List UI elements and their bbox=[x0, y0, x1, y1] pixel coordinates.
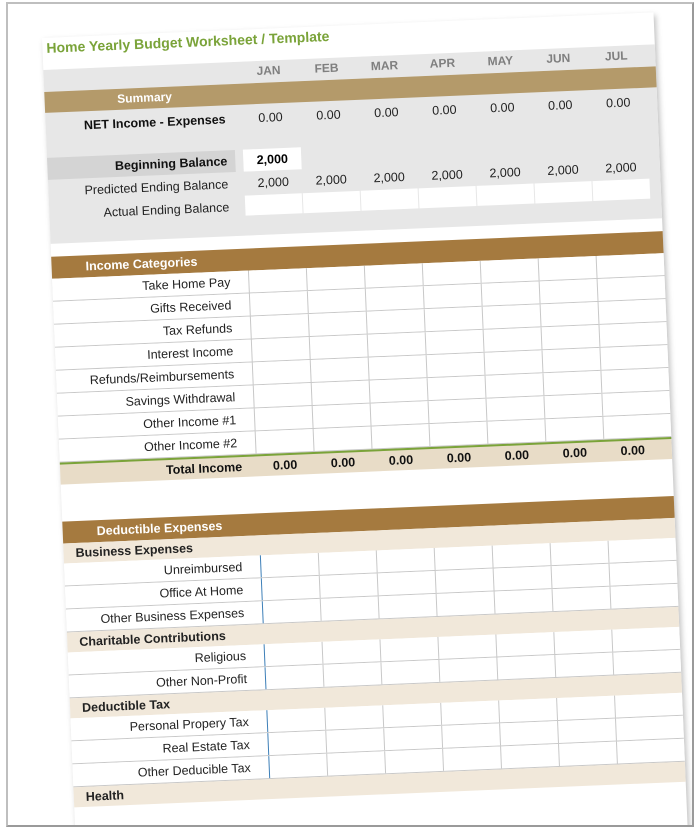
income-cell[interactable] bbox=[250, 291, 308, 315]
budget-worksheet bbox=[42, 12, 688, 827]
month-header-jan: JAN bbox=[256, 63, 281, 79]
deductible-cell[interactable] bbox=[613, 650, 671, 674]
income-cell[interactable] bbox=[307, 266, 365, 290]
income-cell[interactable] bbox=[427, 353, 485, 377]
income-cell[interactable] bbox=[253, 360, 311, 384]
deductible-cell[interactable] bbox=[437, 592, 495, 616]
deductible-cell[interactable] bbox=[327, 751, 385, 775]
income-cell[interactable] bbox=[368, 332, 426, 356]
deductible-cell[interactable] bbox=[377, 548, 435, 572]
income-cell[interactable] bbox=[602, 391, 660, 415]
deductible-cell[interactable] bbox=[384, 726, 442, 750]
deductible-cell[interactable] bbox=[268, 731, 326, 755]
deductible-cell[interactable] bbox=[500, 721, 558, 745]
net-income-value: 0.00 bbox=[258, 109, 283, 126]
deductible-cell[interactable] bbox=[552, 564, 610, 588]
income-cell[interactable] bbox=[430, 422, 488, 446]
income-cell[interactable] bbox=[539, 256, 597, 280]
income-cell[interactable] bbox=[540, 279, 598, 303]
income-cell[interactable] bbox=[481, 258, 539, 282]
income-cell[interactable] bbox=[423, 261, 481, 285]
income-row-label: Take Home Pay bbox=[141, 275, 231, 294]
actual-balance-cell[interactable] bbox=[419, 186, 477, 208]
deductible-group-label: Health bbox=[85, 788, 125, 804]
predicted-balance-value: 2,000 bbox=[489, 165, 521, 181]
deductible-cell[interactable] bbox=[323, 662, 381, 686]
income-row-label: Interest Income bbox=[146, 344, 234, 362]
deductible-cell[interactable] bbox=[385, 749, 443, 773]
income-cell[interactable] bbox=[254, 383, 312, 407]
income-cell[interactable] bbox=[365, 263, 423, 287]
income-cell[interactable] bbox=[542, 325, 600, 349]
month-header-mar: MAR bbox=[370, 58, 399, 74]
income-cell[interactable] bbox=[313, 404, 371, 428]
predicted-balance-value: 2,000 bbox=[547, 162, 579, 178]
summary-section bbox=[44, 66, 662, 243]
actual-balance-cell[interactable] bbox=[303, 191, 361, 213]
total-income-value: 0.00 bbox=[330, 455, 356, 471]
income-cell[interactable] bbox=[484, 327, 542, 351]
month-header-feb: FEB bbox=[314, 60, 339, 76]
deductible-cell[interactable] bbox=[438, 635, 496, 659]
income-cell[interactable] bbox=[249, 268, 307, 292]
income-row-label: Savings Withdrawal bbox=[125, 390, 236, 409]
income-cell[interactable] bbox=[600, 345, 658, 369]
deductible-cell[interactable] bbox=[499, 698, 557, 722]
total-income-value: 0.00 bbox=[446, 450, 472, 466]
predicted-balance-value: 2,000 bbox=[605, 160, 637, 176]
deductible-cell[interactable] bbox=[496, 632, 554, 656]
deductible-cell[interactable] bbox=[269, 754, 327, 778]
income-cell[interactable] bbox=[428, 376, 486, 400]
income-cell[interactable] bbox=[255, 406, 313, 430]
deductible-cell[interactable] bbox=[436, 569, 494, 593]
deductible-cell[interactable] bbox=[325, 705, 383, 729]
deductible-cell[interactable] bbox=[501, 744, 559, 768]
beginning-balance-label: Beginning Balance bbox=[114, 154, 228, 174]
deductible-group-label: Deductible Tax bbox=[81, 697, 171, 715]
income-cell[interactable] bbox=[545, 417, 603, 441]
deductible-row-label: Office At Home bbox=[159, 583, 244, 601]
income-cell[interactable] bbox=[424, 284, 482, 308]
total-income-value: 0.00 bbox=[562, 445, 588, 461]
deductible-cell[interactable] bbox=[267, 708, 325, 732]
predicted-balance-value: 2,000 bbox=[315, 172, 348, 188]
deductible-cell[interactable] bbox=[558, 719, 616, 743]
deductible-cell[interactable] bbox=[321, 596, 379, 620]
deductible-cell[interactable] bbox=[609, 538, 667, 562]
deductible-cell[interactable] bbox=[379, 594, 437, 618]
deductible-cell[interactable] bbox=[616, 716, 674, 740]
actual-balance-cell[interactable] bbox=[592, 179, 650, 201]
income-cell[interactable] bbox=[482, 281, 540, 305]
income-cell[interactable] bbox=[310, 335, 368, 359]
income-cell[interactable] bbox=[371, 401, 429, 425]
total-income-value: 0.00 bbox=[620, 443, 646, 459]
income-row-label: Other Income #2 bbox=[143, 436, 238, 455]
deductible-cell[interactable] bbox=[380, 637, 438, 661]
income-cell[interactable] bbox=[309, 312, 367, 336]
income-cell[interactable] bbox=[486, 396, 544, 420]
deductible-cell[interactable] bbox=[495, 589, 553, 613]
deductible-cell[interactable] bbox=[442, 723, 500, 747]
screenshot-frame bbox=[6, 2, 694, 827]
deductible-cell[interactable] bbox=[494, 566, 552, 590]
income-cell[interactable] bbox=[312, 381, 370, 405]
deductible-cell[interactable] bbox=[610, 561, 668, 585]
income-cell[interactable] bbox=[487, 419, 545, 443]
actual-balance-cell[interactable] bbox=[535, 181, 593, 203]
deductible-cell[interactable] bbox=[381, 660, 439, 684]
income-cell[interactable] bbox=[311, 358, 369, 382]
deductible-cell[interactable] bbox=[554, 630, 612, 654]
deductible-cell[interactable] bbox=[439, 658, 497, 682]
total-income-value: 0.00 bbox=[504, 447, 530, 463]
deductible-cell[interactable] bbox=[617, 739, 675, 763]
deductible-cell[interactable] bbox=[435, 546, 493, 570]
deductible-cell[interactable] bbox=[497, 655, 555, 679]
net-income-label: NET Income - Expenses bbox=[83, 112, 226, 133]
deductible-cell[interactable] bbox=[383, 703, 441, 727]
summary-header-label: Summary bbox=[116, 89, 173, 106]
deductible-cell[interactable] bbox=[493, 543, 551, 567]
income-cell[interactable] bbox=[483, 304, 541, 328]
deductible-cell[interactable] bbox=[265, 642, 323, 666]
deductible-cell[interactable] bbox=[319, 550, 377, 574]
deductible-cell[interactable] bbox=[557, 696, 615, 720]
income-cell[interactable] bbox=[600, 323, 658, 347]
income-cell[interactable] bbox=[425, 307, 483, 331]
income-row-label: Tax Refunds bbox=[162, 321, 233, 339]
income-cell[interactable] bbox=[598, 277, 656, 301]
deductible-cell[interactable] bbox=[266, 665, 324, 689]
income-cell[interactable] bbox=[426, 330, 484, 354]
month-header-may: MAY bbox=[487, 53, 514, 69]
month-header-apr: APR bbox=[429, 55, 456, 71]
net-income-value: 0.00 bbox=[431, 102, 457, 118]
net-income-value: 0.00 bbox=[316, 107, 341, 123]
deductible-cell[interactable] bbox=[610, 584, 668, 608]
deductible-row-label: Real Estate Tax bbox=[162, 737, 251, 756]
income-cell[interactable] bbox=[367, 309, 425, 333]
deductible-cell[interactable] bbox=[263, 599, 321, 623]
income-cell[interactable] bbox=[251, 314, 309, 338]
income-cell[interactable] bbox=[314, 427, 372, 451]
deductible-cell[interactable] bbox=[553, 587, 611, 611]
income-cell[interactable] bbox=[603, 414, 661, 438]
deductible-cell[interactable] bbox=[551, 541, 609, 565]
deductible-cell[interactable] bbox=[262, 576, 320, 600]
actual-balance-cell[interactable] bbox=[477, 184, 535, 206]
income-cell[interactable] bbox=[308, 289, 366, 313]
month-header-jun: JUN bbox=[546, 50, 571, 66]
income-cell[interactable] bbox=[599, 300, 657, 324]
total-income-value: 0.00 bbox=[388, 452, 414, 468]
income-cell[interactable] bbox=[372, 424, 430, 448]
deductible-cell[interactable] bbox=[378, 571, 436, 595]
income-cell[interactable] bbox=[543, 348, 601, 372]
deductible-row-label: Personal Propery Tax bbox=[129, 714, 250, 734]
deductible-row-label: Unreimbursed bbox=[163, 560, 243, 578]
predicted-balance-value: 2,000 bbox=[373, 169, 406, 186]
income-cell[interactable] bbox=[370, 378, 428, 402]
net-income-value: 0.00 bbox=[605, 95, 631, 111]
deductible-cell[interactable] bbox=[261, 553, 319, 577]
income-row-label: Other Income #1 bbox=[142, 413, 237, 432]
deductible-cell[interactable] bbox=[559, 742, 617, 766]
deductible-cell[interactable] bbox=[441, 700, 499, 724]
deductible-cell[interactable] bbox=[612, 627, 670, 651]
income-row-label: Gifts Received bbox=[149, 298, 232, 316]
total-income-value: 0.00 bbox=[272, 457, 298, 473]
income-section-label: Income Categories bbox=[85, 254, 198, 274]
income-cell[interactable] bbox=[601, 368, 659, 392]
deductible-cell[interactable] bbox=[615, 693, 673, 717]
income-cell[interactable] bbox=[541, 302, 599, 326]
predicted-balance-value: 2,000 bbox=[257, 174, 290, 191]
total-income-label: Total Income bbox=[165, 460, 243, 478]
deductible-row-label: Other Deducible Tax bbox=[137, 760, 252, 780]
deductible-row-label: Other Business Expenses bbox=[100, 606, 245, 627]
predicted-balance-label: Predicted Ending Balance bbox=[84, 177, 229, 198]
deductible-group-label: Charitable Contributions bbox=[79, 628, 227, 649]
income-cell[interactable] bbox=[543, 371, 601, 395]
income-row-label: Refunds/Reimbursements bbox=[89, 367, 235, 388]
income-cell[interactable] bbox=[252, 337, 310, 361]
beginning-balance-value[interactable]: 2,000 bbox=[243, 147, 302, 171]
net-income-value: 0.00 bbox=[373, 105, 399, 121]
income-cell[interactable] bbox=[485, 350, 543, 374]
income-cell[interactable] bbox=[486, 373, 544, 397]
actual-balance-cell[interactable] bbox=[361, 188, 419, 210]
net-income-value: 0.00 bbox=[547, 97, 573, 113]
predicted-balance-value: 2,000 bbox=[431, 167, 464, 183]
month-header-jul: JUL bbox=[604, 48, 628, 64]
deductible-section-label: Deductible Expenses bbox=[96, 518, 223, 539]
worksheet-title: Home Yearly Budget Worksheet / Template bbox=[46, 27, 330, 56]
income-cell[interactable] bbox=[429, 399, 487, 423]
deductible-group-label: Business Expenses bbox=[75, 541, 194, 561]
actual-balance-cell[interactable] bbox=[245, 193, 303, 215]
deductible-cell[interactable] bbox=[443, 746, 501, 770]
income-cell[interactable] bbox=[369, 355, 427, 379]
actual-balance-label: Actual Ending Balance bbox=[103, 200, 230, 220]
deductible-row-label: Other Non-Profit bbox=[155, 671, 248, 690]
income-cell[interactable] bbox=[366, 286, 424, 310]
deductible-row-label: Religious bbox=[194, 649, 247, 666]
net-income-value: 0.00 bbox=[489, 100, 515, 116]
income-cell[interactable] bbox=[544, 394, 602, 418]
income-cell[interactable] bbox=[597, 254, 655, 278]
deductible-cell[interactable] bbox=[323, 639, 381, 663]
deductible-cell[interactable] bbox=[320, 573, 378, 597]
deductible-cell[interactable] bbox=[326, 728, 384, 752]
deductible-cell[interactable] bbox=[555, 653, 613, 677]
income-cell[interactable] bbox=[256, 429, 314, 453]
